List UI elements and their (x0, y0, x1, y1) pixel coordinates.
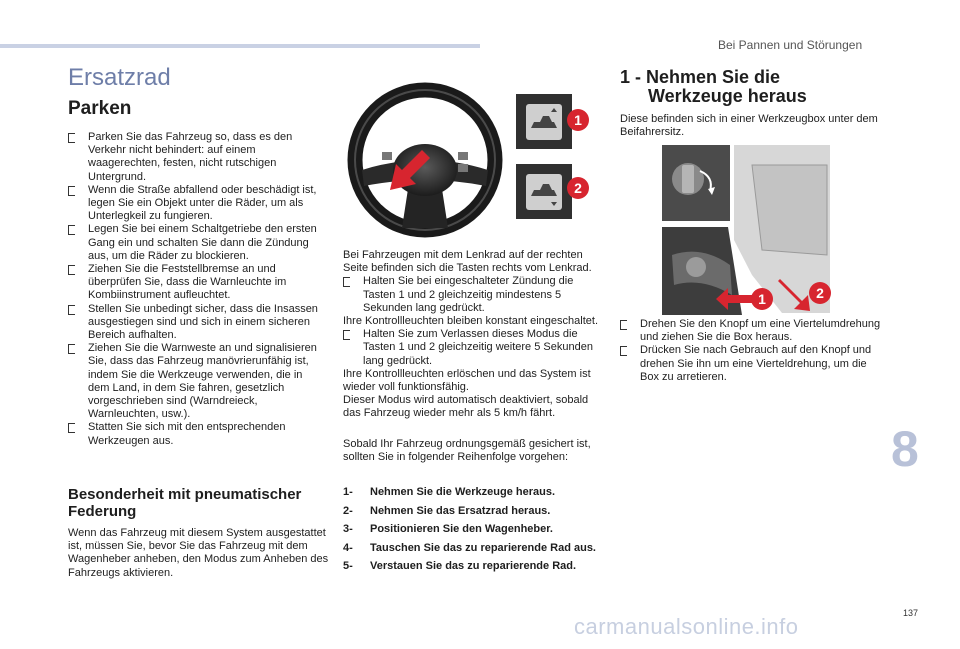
list-item: Wenn die Straße abfallend oder beschädigt ist, legen Sie ein Objekt unter die Räder, um als Unterlegkeil zu fungieren. (68, 184, 326, 224)
parken-heading: Parken (68, 98, 132, 119)
button-1-closeup (516, 94, 572, 149)
toolbox-illustration (662, 145, 834, 315)
list-item: Statten Sie sich mit den entsprechenden Werkzeugen aus. (68, 421, 326, 447)
bullet-icon (68, 186, 75, 196)
section-title: Ersatzrad (68, 64, 171, 91)
parken-list (68, 131, 326, 448)
list-item: Parken Sie das Fahrzeug so, dass es den Verkehr nicht behindert: auf einem waagerechten, festen, nicht rutschigen Untergrund. (68, 131, 326, 184)
chapter-tab-number: 8 (891, 421, 919, 477)
list-item: 4- Tauschen Sie das zu reparierende Rad aus. (343, 541, 596, 554)
bullet-icon (68, 305, 75, 315)
list-item: 2- Nehmen Sie das Ersatzrad heraus. (343, 504, 551, 517)
bullet-icon (68, 265, 75, 275)
bullet-icon (68, 344, 75, 354)
list-item: Stellen Sie unbedingt sicher, dass die Insassen ausgestiegen sind und sich in einem sicheren Bereich aufhalten. (68, 303, 326, 343)
steps-list (343, 486, 596, 579)
list-item: Halten Sie bei eingeschalteter Zündung die Tasten 1 und 2 gleichzeitig mindestens 5 Sekunden lang gedrückt. (343, 275, 601, 315)
chapter-title: Bei Pannen und Störungen (718, 38, 863, 52)
list-item: Halten Sie zum Verlassen dieses Modus die Tasten 1 und 2 gleichzeitig weitere 5 Sekunden lang gedrückt. (343, 328, 601, 368)
svg-text:1: 1 (574, 112, 582, 128)
list-item: Ziehen Sie die Warnweste an und signalisieren Sie, dass das Fahrzeug manövrierunfähig ist, indem Sie die Werkzeuge verwenden, die in dem Land, in dem Sie fahren, gesetzlich vorgeschrieben sind (Warndreieck, Warnleuchten, usw.). (68, 342, 326, 421)
page-number: 137 (903, 608, 919, 618)
airsuspension-instructions: Bei Fahrzeugen mit dem Lenkrad auf der rechten Seite befinden sich die Tasten rechts vom Lenkrad. Halten Sie bei eingeschalteter Zündung die Tasten 1 und 2 gleichzeitig mindestens 5 Sekunden lang gedrückt. Ihre Kontrollleuchten bleiben konstant eingeschaltet. Halten Sie zum Verlassen dieses Modus die Tasten 1 und 2 gleichzeitig weitere 5 Sekunden lang gedrückt. Ihre Kontrollleuchten erlöschen und das System ist wieder voll funktionsfähig. Dieser Modus wird automatisch deaktiviert, sobald das Fahrzeug wieder mehr als 5 km/h fährt. (343, 249, 601, 421)
pneumatic-text: Wenn das Fahrzeug mit diesem System ausgestattet ist, müssen Sie, bevor Sie das Fahrzeug mit dem Wagenheber anheben, den Modus zum Anheben des Fahrzeugs aktivieren. (68, 527, 329, 579)
list-item: Legen Sie bei einem Schaltgetriebe den ersten Gang ein und schalten Sie dann die Zündung aus, um die Räder zu blockieren. (68, 223, 326, 263)
toolbox-location-text: Diese befinden sich in einer Werkzeugbox unter dem Beifahrersitz. (620, 113, 878, 139)
list-item: 1- Nehmen Sie die Werkzeuge heraus. (343, 486, 556, 498)
bullet-icon (343, 277, 350, 287)
svg-text:2: 2 (574, 180, 582, 196)
list-item: 3- Positionieren Sie den Wagenheber. (343, 523, 553, 536)
sequence-intro: Sobald Ihr Fahrzeug ordnungsgemäß gesichert ist, sollten Sie in folgender Reihenfolge vorgehen: (343, 438, 591, 464)
list-item: 5- Verstauen Sie das zu reparierende Rad. (343, 560, 577, 573)
watermark[interactable]: carmanualsonline.info (574, 614, 799, 639)
bullet-icon (68, 423, 75, 433)
header-rule (0, 44, 480, 48)
steering-wheel-illustration (340, 78, 600, 243)
svg-text:2: 2 (816, 285, 824, 301)
bullet-icon (620, 320, 627, 330)
bullet-icon (343, 330, 350, 340)
list-item: Drücken Sie nach Gebrauch auf den Knopf und drehen Sie ihn um eine Vierteldrehung, um die Box zu arretieren. (620, 344, 882, 384)
pneumatic-heading: Besonderheit mit pneumatischer Federung (68, 486, 302, 520)
list-item: Drehen Sie den Knopf um eine Viertelumdrehung und ziehen Sie die Box heraus. (620, 318, 882, 344)
bullet-icon (620, 346, 627, 356)
list-item: Ziehen Sie die Feststellbremse an und überprüfen Sie, dass die Warnleuchte im Kombiinstrument aufleuchtet. (68, 263, 326, 303)
bullet-icon (68, 133, 75, 143)
step1-heading: 1 - Nehmen Sie die Werkzeuge heraus (620, 67, 807, 106)
svg-text:1: 1 (758, 291, 766, 307)
toolbox-list (620, 318, 882, 384)
bullet-icon (68, 225, 75, 235)
button-2-closeup (516, 164, 572, 219)
